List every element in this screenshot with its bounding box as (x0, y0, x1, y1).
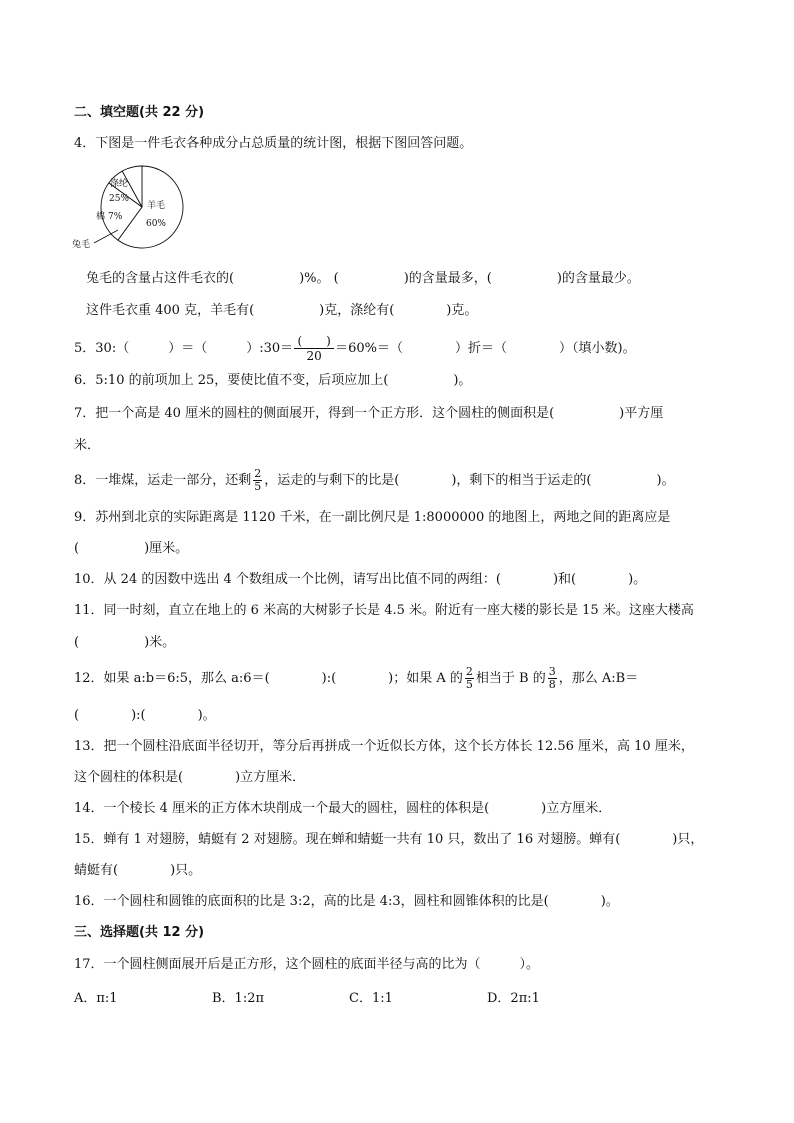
question-14: 14．一个棱长 4 厘米的正方体木块削成一个最大的圆柱，圆柱的体积是( )立方厘米． (74, 801, 612, 816)
question-15-line-2: 蜻蜓有( )只。 (74, 863, 202, 878)
q5-fraction-den: 20 (306, 349, 322, 363)
q8-pre: 8．一堆煤，运走一部分，还剩 (74, 473, 252, 488)
q5-pre: 5．30:（ ）＝（ ）:30＝ (74, 341, 294, 356)
question-8 (74, 466, 675, 496)
q17-option-b[interactable]: B．1:2π (212, 991, 265, 1006)
q5-fraction (294, 334, 334, 363)
question-4-line-2: 这件毛衣重 400 克，羊毛有( )克，涤纶有( )克。 (86, 303, 478, 318)
question-11-line-1: 11．同一时刻，直立在地上的 6 米高的大树影子长是 4.5 米。附近有一座大楼的影长是 15 米。这座大楼高 (74, 603, 694, 618)
question-7-line-1: 7．把一个高是 40 厘米的圆柱的侧面展开，得到一个正方形．这个圆柱的侧面积是( )平方厘 (74, 406, 664, 421)
question-9-line-1: 9．苏州到北京的实际距离是 1120 千米，在一副比例尺是 1:8000000 的地图上，两地之间的距离应是 (74, 510, 671, 525)
question-13-line-2: 这个圆柱的体积是( )立方厘米． (74, 770, 306, 785)
section-2-title: 二、填空题(共 22 分) (74, 105, 205, 120)
question-4-line-1: 兔毛的含量占这件毛衣的( )%。 ( )的含量最多，( )的含量最少。 (86, 271, 640, 286)
question-5 (74, 334, 636, 363)
q17-option-d[interactable]: D．2π:1 (487, 991, 540, 1006)
q17-option-c[interactable]: C．1:1 (349, 991, 393, 1006)
question-11-line-2: ( )米。 (74, 635, 176, 650)
question-17: 17．一个圆柱侧面展开后是正方形，这个圆柱的底面半径与高的比为（ ）。 (74, 957, 540, 972)
pie-label-cotton-value: 7% (108, 212, 123, 222)
q12-fraction-1 (465, 666, 474, 691)
q12-pre: 12．如果 a:b＝6:5，那么 a:6＝( ):( )；如果 A 的 (74, 671, 463, 686)
q5-fraction-num: ( ) (294, 334, 334, 349)
question-7-line-2: 米． (74, 438, 101, 453)
pie-label-polyester-value: 25% (108, 194, 130, 204)
question-4-stem: 4．下图是一件毛衣各种成分占总质量的统计图，根据下图回答问题。 (74, 136, 473, 151)
pie-label-wool-name: 羊毛 (146, 201, 166, 211)
q12-mid: 相当于 B 的 (475, 671, 546, 686)
question-13-line-1: 13．把一个圆柱沿底面半径切开，等分后再拼成一个近似长方体，这个长方体长 12.56 厘米，高 10 厘米， (74, 739, 694, 754)
q17-option-a[interactable]: A．π:1 (74, 991, 118, 1006)
pie-label-wool-value: 60% (145, 219, 167, 229)
q8-fraction-num: 2 (254, 467, 262, 480)
q5-post: ＝60%＝（ ）折＝（ ）（填小数)。 (335, 341, 636, 356)
pie-label-cotton-name: 棉 (96, 212, 106, 222)
q12-fraction-1-den: 5 (465, 678, 473, 691)
pie-chart (70, 163, 190, 253)
q12-post: ，那么 A:B＝ (558, 671, 639, 686)
pie-label-rabbit-name: 兔毛 (72, 240, 91, 250)
question-12-line-2: ( ):( )。 (74, 708, 216, 723)
q12-fraction-2 (548, 666, 557, 691)
question-15-line-1: 15．蝉有 1 对翅膀，蜻蜓有 2 对翅膀。现在蝉和蜻蜓一共有 10 只，数出了 16 对翅膀。蝉有( )只， (74, 832, 704, 847)
question-10: 10．从 24 的因数中选出 4 个数组成一个比例，请写出比值不同的两组：( )和( )。 (74, 572, 647, 587)
question-16: 16．一个圆柱和圆锥的底面积的比是 3:2，高的比是 4:3，圆柱和圆锥体积的比是( )。 (74, 894, 619, 909)
q8-post: ，运走的与剩下的比是( )，剩下的相当于运走的( )。 (264, 473, 675, 488)
q12-fraction-2-den: 8 (548, 678, 556, 691)
question-6: 6．5:10 的前项加上 25，要使比值不变，后项应加上( )。 (74, 373, 472, 388)
q8-fraction-den: 5 (254, 480, 262, 493)
pie-label-polyester-name: 涤纶 (109, 179, 129, 189)
q8-fraction (253, 468, 262, 493)
question-9-line-2: ( )厘米。 (74, 541, 189, 556)
q12-fraction-1-num: 2 (465, 665, 473, 678)
q12-fraction-2-num: 3 (548, 665, 556, 678)
section-3-title: 三、选择题(共 12 分) (74, 925, 205, 940)
question-12-line-1 (74, 664, 638, 694)
